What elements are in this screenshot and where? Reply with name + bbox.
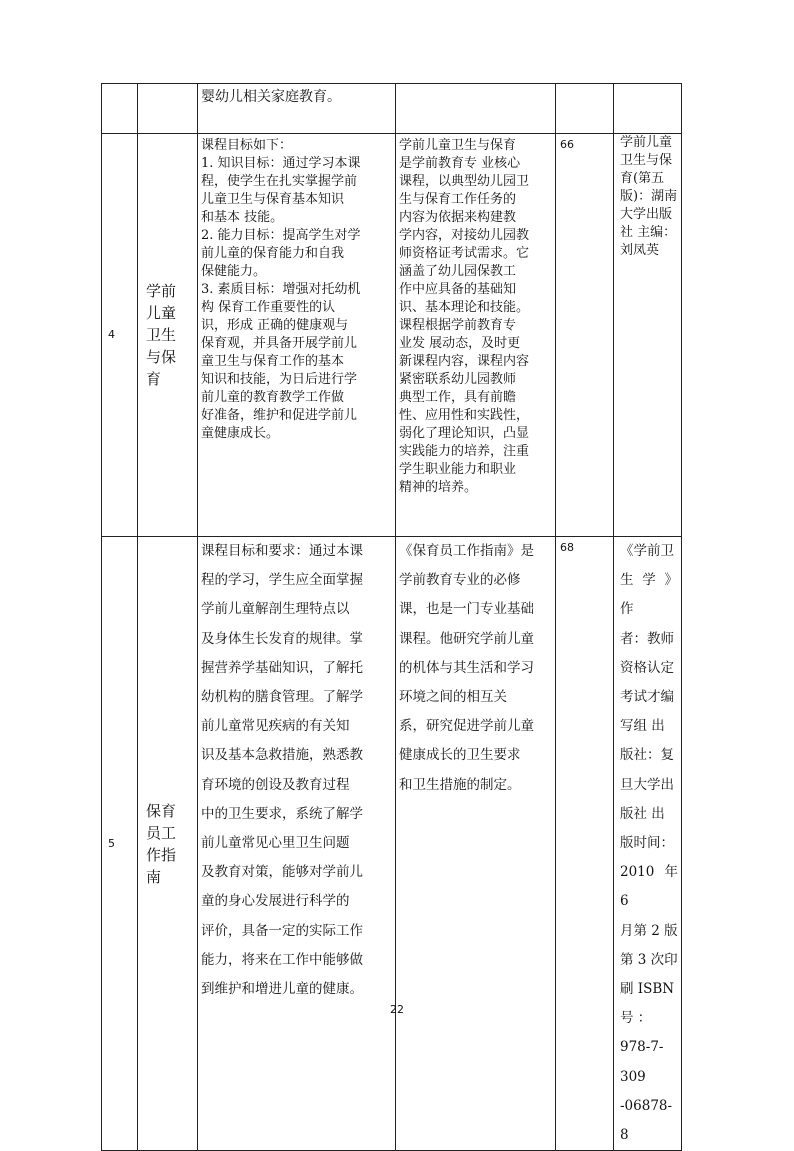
course-content-cell: 学前儿童卫生与保育 是学前教育专 业核心 课程，以典型幼儿园卫 生与保育工作任务的 内容为依据来构建教 学内容，对接幼儿园教 师资格证考试需求。它 涵盖了幼儿园保教工 作中应具备的基础知 识、基本理论和技能。 课程根据学前教育专 业发 展动态，及时更 新课程内容，课程内容 紧密联系幼儿园教师 典型工作，具有前瞻 性、应用性和实践性， 弱化了理论知识，凸显 实践能力的培养，注重 学生职业能力和职业 精神的培养。 (396, 134, 556, 537)
course-content-cell (396, 84, 556, 134)
course-hours-cell: 66 (556, 134, 614, 537)
course-name-cell: 学前 儿童 卫生 与保 育 (138, 134, 198, 537)
table-row (102, 537, 682, 1151)
course-hours-cell (556, 84, 614, 134)
textbook-cell (614, 84, 682, 134)
row-number-cell: 5 (102, 537, 138, 1151)
row-number-cell (102, 84, 138, 134)
page-number: 22 (390, 1003, 404, 1016)
textbook-cell: 《学前卫 生学》 作 者：教师 资格认定 考试才编 写组 出 版社：复 旦大学出 版社 出 版时间： 2010 年 6 月第 2 版 第 3 次印 刷 ISBN 号 ： 978-7-309 -06878-8 (614, 537, 682, 1151)
course-content-cell: 《保育员工作指南》是 学前教育专业的必修 课，也是一门专业基础 课程。他研究学前儿童 的机体与其生活和学习 环境之间的相互关 系，研究促进学前儿童 健康成长的卫生要求 和卫生措施的制定。 (396, 537, 556, 1151)
row-number-cell: 4 (102, 134, 138, 537)
table-row (102, 134, 682, 537)
course-goals-cell: 婴幼儿相关家庭教育。 (198, 84, 396, 134)
course-goals-cell: 课程目标和要求：通过本课 程的学习，学生应全面掌握 学前儿童解剖生理特点以 及身体生长发育的规律。掌 握营养学基础知识，了解托 幼机构的膳食管理。了解学 前儿童常见疾病的有关知 识及基本急救措施，熟悉教 育环境的创设及教育过程 中的卫生要求，系统了解学 前儿童常见心里卫生问题 及教育对策，能够对学前儿 童的身心发展进行科学的 评价，具备一定的实际工作 能力，将来在工作中能够做 到维护和增进儿童的健康。 (198, 537, 396, 1151)
curriculum-table (101, 83, 682, 1151)
course-hours-cell: 68 (556, 537, 614, 1151)
course-name-cell (138, 84, 198, 134)
textbook-cell: 学前儿童 卫生与保 育(第五 版)：湖南 大学出版 社 主编： 刘凤英 (614, 134, 682, 537)
table-row (102, 84, 682, 134)
course-goals-cell: 课程目标如下： 1. 知识目标：通过学习本课 程，使学生在扎实掌握学前 儿童卫生与保育基本知识 和基本 技能。 2. 能力目标：提高学生对学 前儿童的保育能力和自我 保健能力。 3. 素质目标：增强对托幼机 构 保育工作重要性的认 识，形成 正确的健康观与 保育观，并具备开展学前儿 童卫生与保育工作的基本 知识和技能，为日后进行学 前儿童的教育教学工作做 好准备，维护和促进学前儿 童健康成长。 (198, 134, 396, 537)
course-name-cell: 保育 员工 作指 南 (138, 537, 198, 1151)
